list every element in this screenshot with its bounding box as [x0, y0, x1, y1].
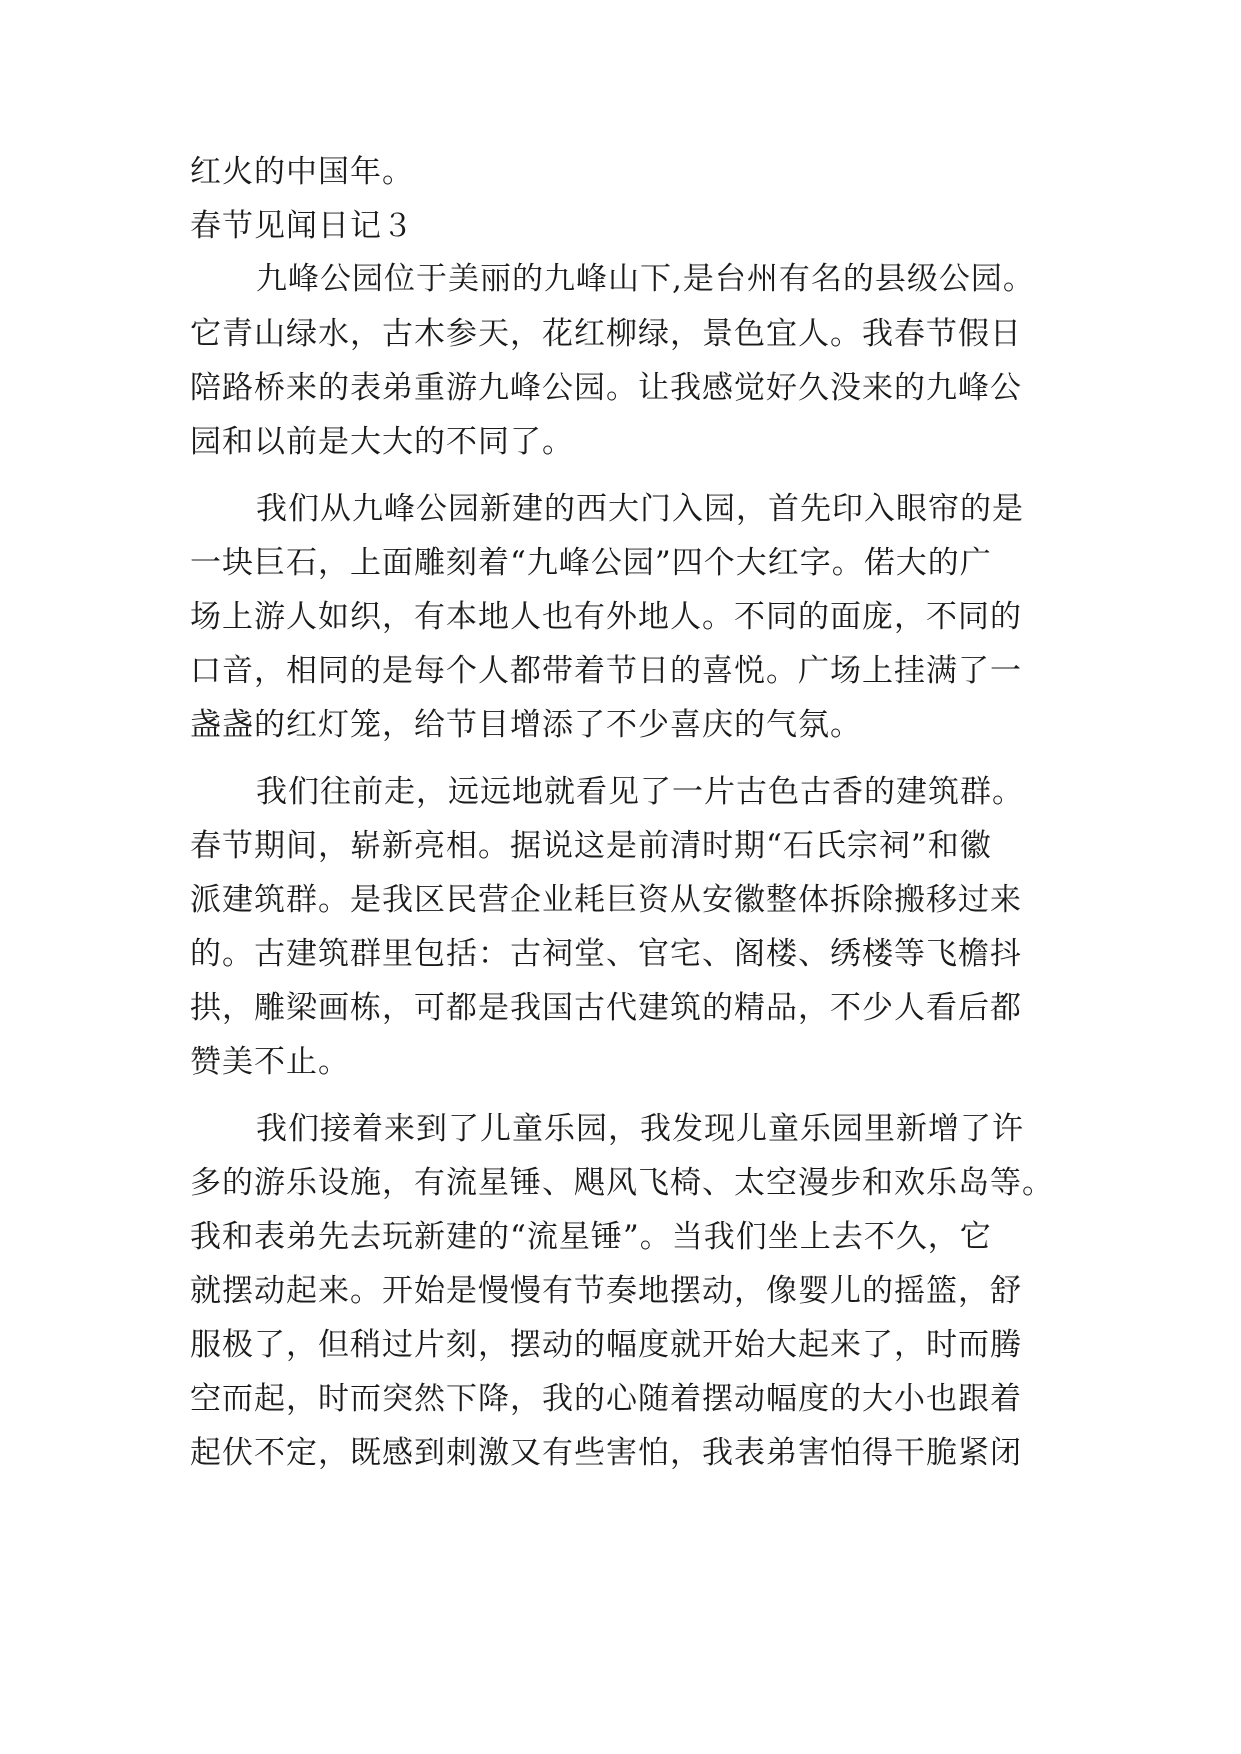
- paragraph-line: 拱，雕梁画栋，可都是我国古代建筑的精品，不少人看后都: [190, 990, 1022, 1026]
- paragraph-line: 服极了，但稍过片刻，摆动的幅度就开始大起来了，时而腾: [190, 1327, 1022, 1363]
- paragraph-line: 就摆动起来。开始是慢慢有节奏地摆动，像婴儿的摇篮，舒: [190, 1273, 1022, 1309]
- paragraph-line: 口音，相同的是每个人都带着节日的喜悦。广场上挂满了一: [190, 653, 1022, 689]
- paragraph-line: 园和以前是大大的不同了。: [190, 424, 574, 460]
- paragraph-line: 九峰公园位于美丽的九峰山下,是台州有名的县级公园。: [256, 261, 1035, 297]
- paragraph-line: 盏盏的红灯笼，给节目增添了不少喜庆的气氛。: [190, 707, 862, 743]
- paragraph-line: 我和表弟先去玩新建的“流星锤”。当我们坐上去不久，它: [190, 1219, 992, 1255]
- paragraph-line: 我们从九峰公园新建的西大门入园，首先印入眼帘的是: [256, 491, 1024, 527]
- paragraph-line: 一块巨石，上面雕刻着“九峰公园”四个大红字。偌大的广: [190, 545, 992, 581]
- paragraph-line: 派建筑群。是我区民营企业耗巨资从安徽整体拆除搬移过来: [190, 882, 1022, 918]
- paragraph-line: 赞美不止。: [190, 1044, 350, 1080]
- section-heading: 春节见闻日记３: [190, 208, 414, 244]
- paragraph-line: 场上游人如织，有本地人也有外地人。不同的面庞，不同的: [190, 599, 1022, 635]
- paragraph-line: 春节期间，崭新亮相。据说这是前清时期“石氏宗祠”和徽: [190, 828, 992, 864]
- paragraph-line: 它青山绿水，古木参天，花红柳绿，景色宜人。我春节假日: [190, 316, 1022, 352]
- paragraph-line: 空而起，时而突然下降，我的心随着摆动幅度的大小也跟着: [190, 1381, 1022, 1417]
- paragraph-line: 我们接着来到了儿童乐园，我发现儿童乐园里新增了许: [256, 1111, 1024, 1147]
- paragraph-line: 我们往前走，远远地就看见了一片古色古香的建筑群。: [256, 774, 1024, 810]
- text-line: 红火的中国年。: [190, 154, 414, 190]
- paragraph-line: 的。古建筑群里包括：古祠堂、官宅、阁楼、绣楼等飞檐抖: [190, 936, 1022, 972]
- paragraph-line: 多的游乐设施，有流星锤、飓风飞椅、太空漫步和欢乐岛等。: [190, 1165, 1054, 1201]
- paragraph-line: 陪路桥来的表弟重游九峰公园。让我感觉好久没来的九峰公: [190, 370, 1022, 406]
- paragraph-line: 起伏不定，既感到刺激又有些害怕，我表弟害怕得干脆紧闭: [190, 1435, 1022, 1471]
